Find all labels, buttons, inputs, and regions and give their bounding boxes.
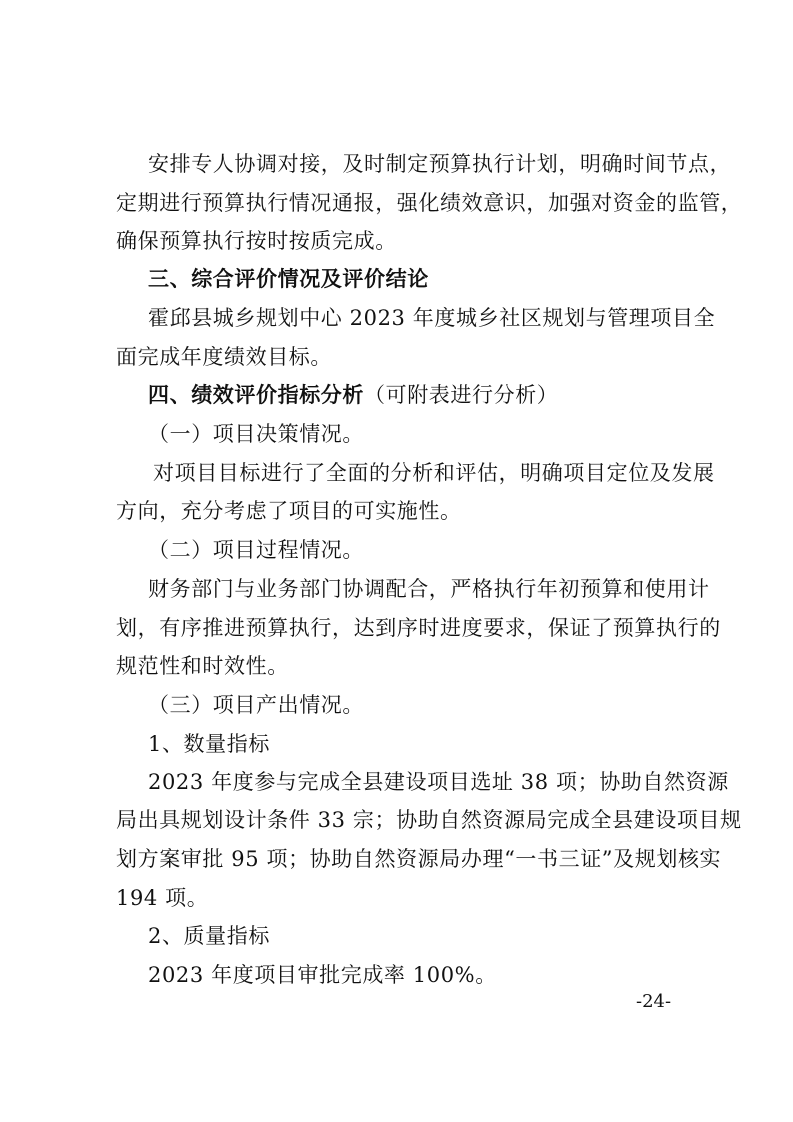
paragraph-line-2: 定期进行预算执行情况通报，强化绩效意识，加强对资金的监管，	[116, 191, 743, 215]
subheading-1: （一）项目决策情况。	[148, 422, 364, 446]
paragraph-line-8: 财务部门与业务部门协调配合，严格执行年初预算和使用计	[148, 577, 710, 601]
subheading-2: （二）项目过程情况。	[148, 538, 364, 562]
indicator-heading-2: 2、质量指标	[148, 924, 270, 948]
paragraph-line-9: 划，有序推进预算执行，达到序时进度要求，保证了预算执行的	[116, 616, 721, 640]
paragraph-line-5: 面完成年度绩效目标。	[116, 345, 332, 369]
paragraph-line-10: 规范性和时效性。	[116, 654, 289, 678]
paragraph-line-11: 2023 年度参与完成全县建设项目选址 38 项；协助自然资源	[148, 770, 729, 794]
paragraph-line-1: 安排专人协调对接，及时制定预算执行计划，明确时间节点，	[148, 152, 732, 176]
paragraph-line-14: 194 项。	[116, 886, 209, 910]
paragraph-line-12: 局出具规划设计条件 33 宗；协助自然资源局完成全县建设项目规	[116, 808, 742, 832]
paragraph-line-13: 划方案审批 95 项；协助自然资源局办理“一书三证”及规划核实	[116, 847, 722, 871]
paragraph-line-7: 方向，充分考虑了项目的可实施性。	[116, 499, 462, 523]
section-heading-3: 三、综合评价情况及评价结论	[148, 267, 429, 291]
indicator-heading-1: 1、数量指标	[148, 732, 270, 756]
section-heading-4: 四、绩效评价指标分析	[148, 383, 364, 407]
section-heading-4-row	[148, 381, 696, 409]
paragraph-line-3: 确保预算执行按时按质完成。	[116, 229, 397, 253]
paragraph-line-15: 2023 年度项目审批完成率 100%。	[148, 963, 497, 987]
page-number: -24-	[636, 991, 672, 1012]
paragraph-line-6: 对项目目标进行了全面的分析和评估，明确项目定位及发展	[153, 461, 715, 485]
section-heading-4-note: （可附表进行分析）	[364, 383, 559, 407]
subheading-3: （三）项目产出情况。	[148, 693, 364, 717]
paragraph-line-4: 霍邱县城乡规划中心 2023 年度城乡社区规划与管理项目全	[148, 306, 716, 330]
